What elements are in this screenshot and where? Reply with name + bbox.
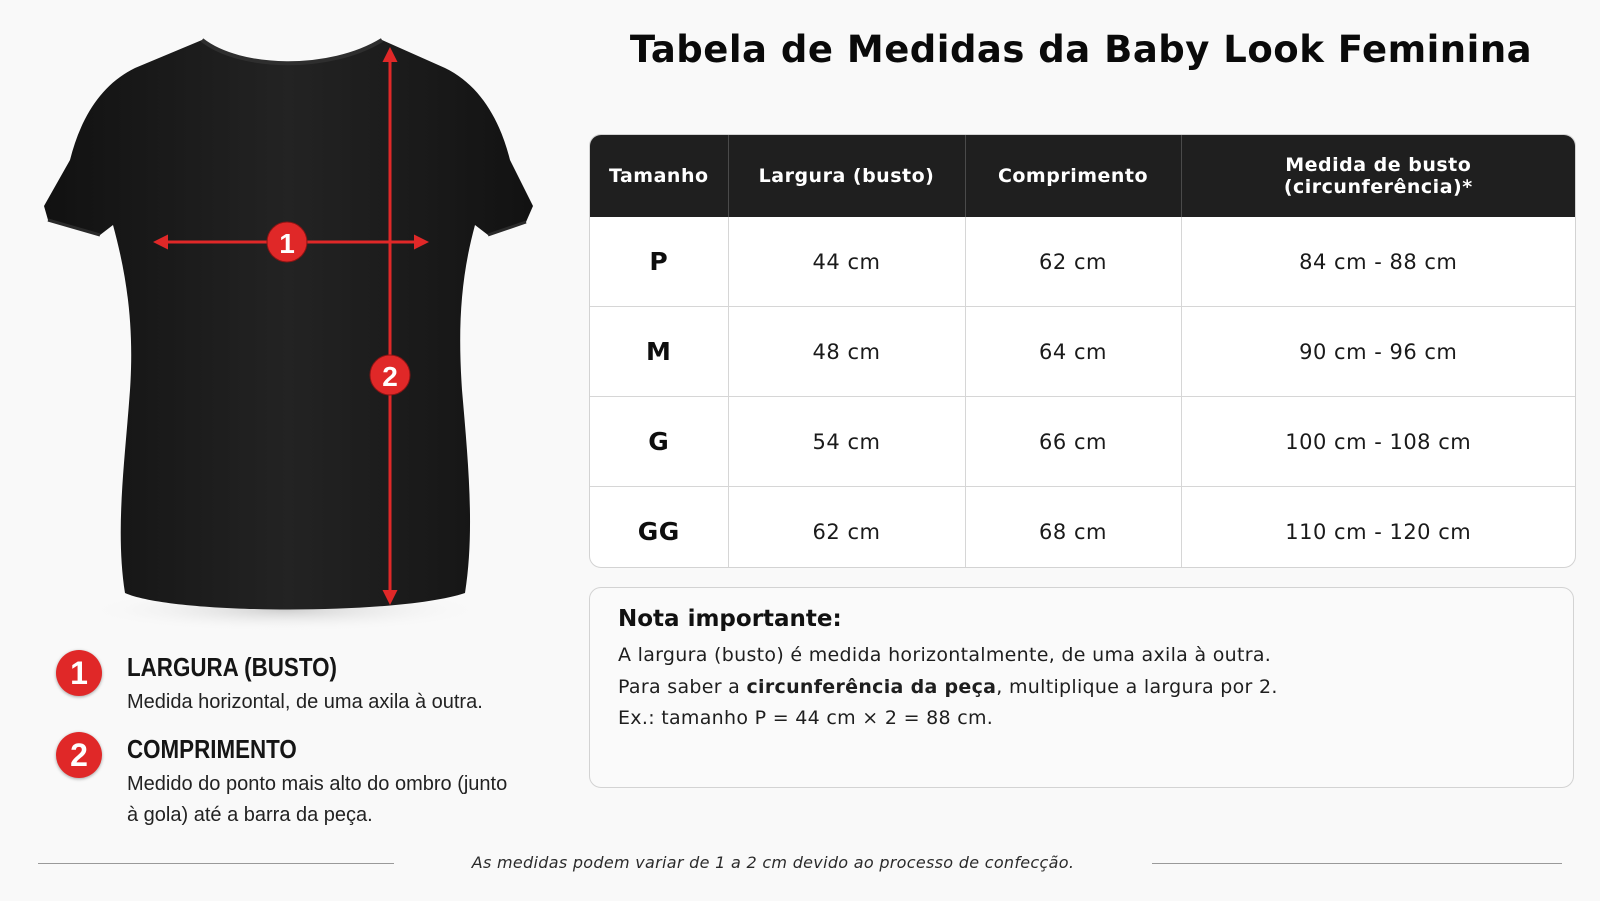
footer-disclaimer: As medidas podem variar de 1 a 2 cm devido ao processo de confecção.	[471, 853, 1075, 872]
legend-2-badge: 2	[56, 732, 102, 778]
legend-1-description: Medida horizontal, de uma axila à outra.	[127, 691, 483, 713]
cell-length: 64 cm	[965, 307, 1181, 397]
note-title: Nota importante:	[618, 606, 842, 632]
cell-length: 66 cm	[965, 397, 1181, 487]
header-width: Largura (busto)	[728, 135, 965, 217]
cell-width: 54 cm	[728, 397, 965, 487]
cell-width: 48 cm	[728, 307, 965, 397]
legend-2-title: COMPRIMENTO	[127, 734, 297, 764]
tshirt-illustration	[30, 30, 560, 650]
table-row	[590, 397, 1575, 487]
note-line-2-prefix: Para saber a	[618, 676, 747, 698]
table-row	[590, 217, 1575, 307]
legend-1-badge: 1	[56, 650, 102, 696]
cell-length: 62 cm	[965, 217, 1181, 307]
cell-bust: 84 cm - 88 cm	[1299, 249, 1458, 274]
note-line-1: A largura (busto) é medida horizontalmente, de uma axila à outra.	[618, 644, 1272, 666]
size-table-container	[589, 134, 1576, 568]
cell-bust: 100 cm - 108 cm	[1181, 397, 1575, 487]
table-row	[590, 307, 1575, 397]
note-line-3: Ex.: tamanho P = 44 cm × 2 = 88 cm.	[618, 707, 994, 729]
page-title: Tabela de Medidas da Baby Look Feminina	[629, 28, 1533, 71]
note-line-2-suffix: , multiplique a largura por 2.	[996, 676, 1278, 698]
cell-bust: 90 cm - 96 cm	[1181, 307, 1575, 397]
table-row	[590, 487, 1575, 569]
header-length: Comprimento	[965, 135, 1181, 217]
cell-size: M	[590, 307, 728, 397]
important-note-box	[589, 587, 1574, 788]
legend-2-description: Medido do ponto mais alto do ombro (junto à gola) até a barra da peça.	[127, 773, 508, 826]
cell-size: GG	[590, 487, 728, 569]
tshirt-body	[44, 40, 533, 610]
note-line-2-bold: circunferência da peça	[746, 676, 997, 698]
marker-1-badge	[267, 222, 307, 262]
table-header-row	[590, 135, 1575, 217]
cell-width: 44 cm	[728, 217, 965, 307]
marker-2-label: 2	[382, 361, 398, 392]
marker-2-badge	[370, 355, 410, 395]
cell-size: P	[590, 217, 728, 307]
legend-1-title: LARGURA (BUSTO)	[127, 652, 337, 682]
footer-divider-right	[1152, 863, 1562, 864]
cell-bust: 110 cm - 120 cm	[1181, 487, 1575, 569]
footer-divider-left	[38, 863, 394, 864]
marker-1-label: 1	[279, 228, 295, 259]
header-bust-circumference: Medida de busto (circunferência)*	[1181, 135, 1575, 217]
cell-length: 68 cm	[965, 487, 1181, 569]
cell-size: G	[590, 397, 728, 487]
cell-width: 62 cm	[728, 487, 965, 569]
size-table	[590, 135, 1575, 568]
tshirt-diagram	[30, 30, 560, 650]
note-line-2	[618, 676, 1278, 698]
header-size: Tamanho	[590, 135, 728, 217]
